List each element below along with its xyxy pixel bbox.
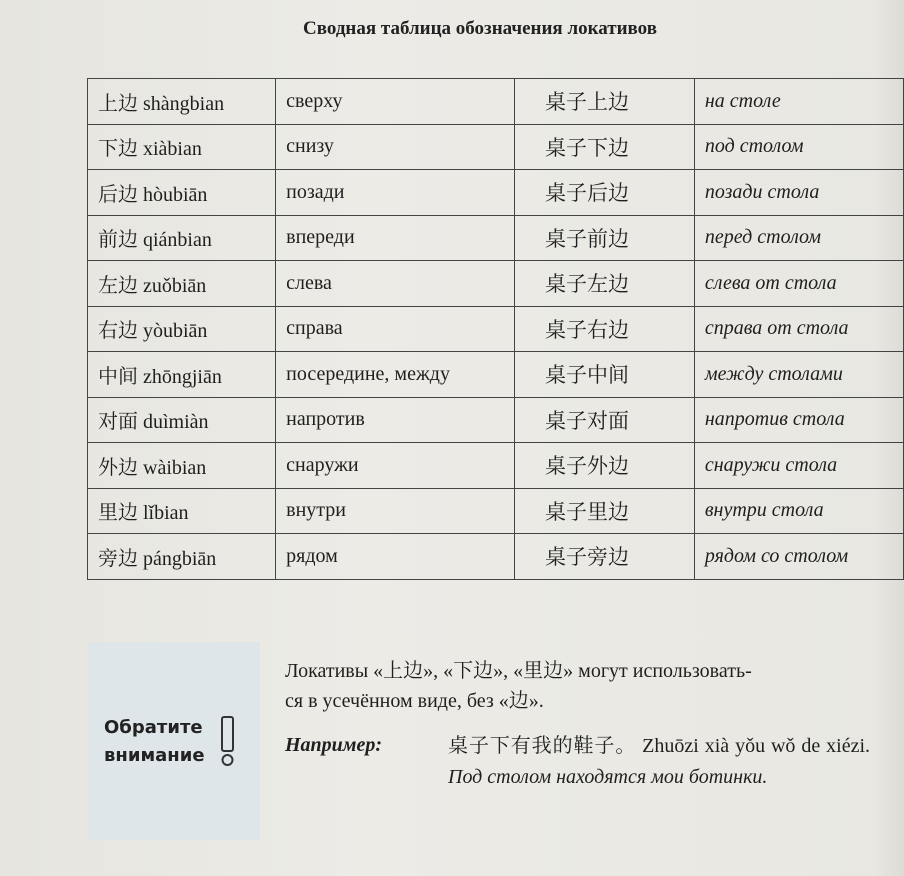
example-translation-cell: напротив стола <box>694 397 903 443</box>
example-chinese-text: 桌子旁边 <box>545 545 630 570</box>
translation-cell: посередине, между <box>276 352 515 398</box>
example-chinese-cell <box>515 124 695 170</box>
example-chinese-text: 桌子中间 <box>545 363 630 388</box>
example-translation-cell: справа от стола <box>694 306 903 352</box>
locative-cell <box>88 397 276 443</box>
example-chinese-text: 桌子后边 <box>545 181 630 206</box>
example-translation-cell: между столами <box>694 352 903 398</box>
translation-cell: напротив <box>276 397 515 443</box>
example-chinese-text: 桌子上边 <box>545 90 630 115</box>
locative-cell <box>88 488 276 534</box>
note-text-line2: ся в усечённом виде, без «边». <box>285 690 544 712</box>
locative-chinese: 上边 <box>98 90 138 115</box>
example-chinese-text: 桌子里边 <box>545 499 630 524</box>
locative-cell <box>88 170 276 216</box>
table-row <box>88 534 904 580</box>
example-translation-cell: слева от стола <box>694 261 903 307</box>
locative-pinyin: duìmiàn <box>143 411 209 434</box>
example-body <box>448 730 870 793</box>
example-chinese-cell <box>515 79 695 125</box>
locative-pinyin: xiàbian <box>143 138 202 161</box>
locative-pinyin: wàibian <box>143 456 207 479</box>
example-chinese-cell <box>515 397 695 443</box>
translation-cell: впереди <box>276 215 515 261</box>
example-chinese-cell <box>515 215 695 261</box>
locative-chinese: 左边 <box>98 272 138 297</box>
translation-cell: внутри <box>276 488 515 534</box>
table-row <box>88 443 904 489</box>
note-label-line1: Обратите <box>104 717 203 738</box>
table-row <box>88 124 904 170</box>
translation-cell: позади <box>276 170 515 216</box>
locative-chinese: 前边 <box>98 227 138 252</box>
example-chinese-cell <box>515 261 695 307</box>
example-translation-cell: позади стола <box>694 170 903 216</box>
locative-pinyin: lǐbian <box>143 502 189 525</box>
table-row <box>88 488 904 534</box>
locative-cell <box>88 215 276 261</box>
locatives-table <box>87 78 904 580</box>
translation-cell: справа <box>276 306 515 352</box>
example-chinese-text: 桌子右边 <box>545 317 630 342</box>
example-chinese-cell <box>515 170 695 216</box>
example-translation: Под столом находятся мои ботинки. <box>448 766 768 788</box>
locative-chinese: 外边 <box>98 454 138 479</box>
example-chinese-text: 桌子外边 <box>545 454 630 479</box>
example-translation-cell: внутри стола <box>694 488 903 534</box>
note-text-line1: Локативы «上边», «下边», «里边» могут использовать- <box>285 660 752 682</box>
example-chinese-cell <box>515 488 695 534</box>
locative-cell <box>88 124 276 170</box>
locative-cell <box>88 443 276 489</box>
table-title: Сводная таблица обозначения локативов <box>303 18 657 39</box>
locative-chinese: 右边 <box>98 318 138 343</box>
translation-cell: рядом <box>276 534 515 580</box>
locative-pinyin: qiánbian <box>143 229 212 252</box>
example-chinese-cell <box>515 352 695 398</box>
exclamation-icon <box>220 716 236 768</box>
locative-chinese: 旁边 <box>98 545 138 570</box>
locative-pinyin: zuǒbiān <box>143 274 207 297</box>
example-chinese-cell <box>515 443 695 489</box>
locative-chinese: 后边 <box>98 181 138 206</box>
locative-pinyin: zhōngjiān <box>143 365 222 388</box>
example-translation-cell: рядом со столом <box>694 534 903 580</box>
table-row <box>88 215 904 261</box>
table-row <box>88 79 904 125</box>
example-chinese-text: 桌子前边 <box>545 226 630 251</box>
example-chinese-cell <box>515 534 695 580</box>
locative-cell <box>88 79 276 125</box>
example-chinese: 桌子下有我的鞋子。 <box>448 733 637 757</box>
locative-cell <box>88 306 276 352</box>
translation-cell: слева <box>276 261 515 307</box>
example-chinese-cell <box>515 306 695 352</box>
locative-pinyin: yòubiān <box>143 320 208 343</box>
example-chinese-text: 桌子对面 <box>545 408 630 433</box>
locative-pinyin: hòubiān <box>143 183 208 206</box>
example-translation-cell: на столе <box>694 79 903 125</box>
locative-chinese: 对面 <box>98 409 138 434</box>
translation-cell: сверху <box>276 79 515 125</box>
locative-pinyin: pángbiān <box>143 547 217 570</box>
page-gutter-shadow <box>874 0 904 876</box>
example-translation-cell: снаружи стола <box>694 443 903 489</box>
table-row <box>88 170 904 216</box>
translation-cell: снизу <box>276 124 515 170</box>
note-label-line2: внимание <box>104 745 205 766</box>
example-translation-cell: перед столом <box>694 215 903 261</box>
table-row <box>88 306 904 352</box>
locative-chinese: 中间 <box>98 363 138 388</box>
table-row <box>88 397 904 443</box>
note-text <box>285 656 870 716</box>
table-row <box>88 352 904 398</box>
locative-chinese: 下边 <box>98 136 138 161</box>
example-translation-cell: под столом <box>694 124 903 170</box>
translation-cell: снаружи <box>276 443 515 489</box>
note-label <box>104 714 205 770</box>
locative-cell <box>88 352 276 398</box>
example-label: Например: <box>285 734 383 756</box>
example-chinese-text: 桌子下边 <box>545 135 630 160</box>
example-pinyin: Zhuōzi xià yǒu wǒ de xiézi. <box>642 735 871 757</box>
locative-pinyin: shàngbian <box>143 92 225 115</box>
locative-chinese: 里边 <box>98 500 138 525</box>
example-chinese-text: 桌子左边 <box>545 272 630 297</box>
table-row <box>88 261 904 307</box>
locative-cell <box>88 261 276 307</box>
locative-cell <box>88 534 276 580</box>
